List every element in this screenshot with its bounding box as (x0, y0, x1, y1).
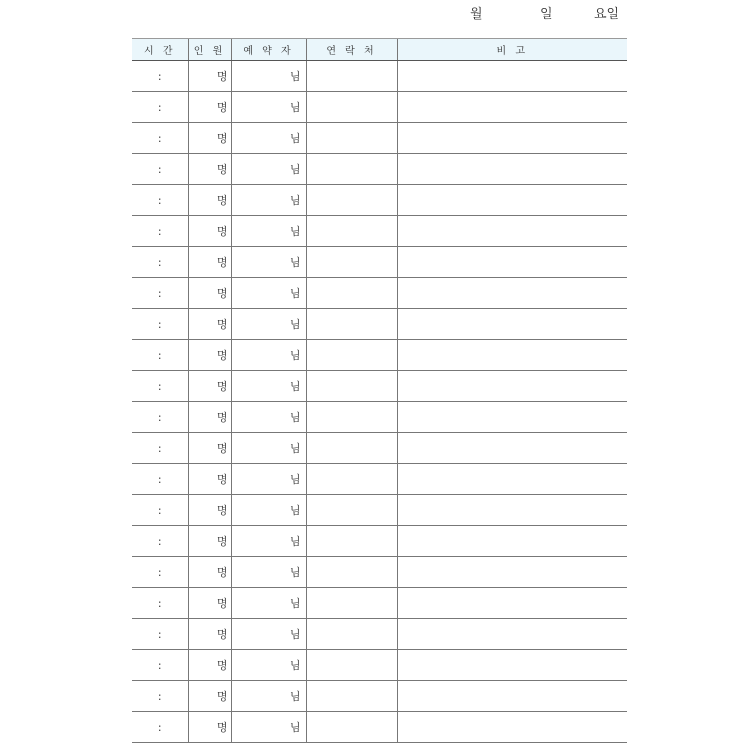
note-cell (397, 340, 627, 371)
contact-cell (306, 371, 397, 402)
time-cell: : (132, 464, 188, 495)
name-cell: 님 (231, 557, 306, 588)
contact-cell (306, 402, 397, 433)
time-cell: : (132, 154, 188, 185)
table-row (132, 278, 627, 309)
time-cell: : (132, 433, 188, 464)
people-cell: 명 (188, 278, 231, 309)
column-header-name: 예 약 자 (231, 39, 306, 61)
time-cell: : (132, 278, 188, 309)
time-cell: : (132, 619, 188, 650)
people-cell: 명 (188, 433, 231, 464)
table-row (132, 619, 627, 650)
name-cell: 님 (231, 185, 306, 216)
contact-cell (306, 588, 397, 619)
name-cell: 님 (231, 247, 306, 278)
name-cell: 님 (231, 92, 306, 123)
time-cell: : (132, 123, 188, 154)
time-cell: : (132, 309, 188, 340)
people-cell: 명 (188, 495, 231, 526)
contact-cell (306, 309, 397, 340)
table-row (132, 216, 627, 247)
note-cell (397, 433, 627, 464)
note-cell (397, 464, 627, 495)
contact-cell (306, 154, 397, 185)
note-cell (397, 712, 627, 743)
name-cell: 님 (231, 154, 306, 185)
people-cell: 명 (188, 681, 231, 712)
name-cell: 님 (231, 123, 306, 154)
note-cell (397, 185, 627, 216)
date-line (0, 5, 750, 25)
note-cell (397, 557, 627, 588)
people-cell: 명 (188, 247, 231, 278)
note-cell (397, 402, 627, 433)
name-cell: 님 (231, 433, 306, 464)
name-cell: 님 (231, 588, 306, 619)
table-row (132, 712, 627, 743)
contact-cell (306, 619, 397, 650)
time-cell: : (132, 712, 188, 743)
people-cell: 명 (188, 92, 231, 123)
note-cell (397, 61, 627, 92)
table-row (132, 557, 627, 588)
table-row (132, 402, 627, 433)
name-cell: 님 (231, 712, 306, 743)
note-cell (397, 278, 627, 309)
contact-cell (306, 61, 397, 92)
name-cell: 님 (231, 309, 306, 340)
time-cell: : (132, 92, 188, 123)
people-cell: 명 (188, 619, 231, 650)
reservation-table (132, 38, 627, 743)
name-cell: 님 (231, 464, 306, 495)
contact-cell (306, 340, 397, 371)
time-cell: : (132, 247, 188, 278)
table-row (132, 495, 627, 526)
contact-cell (306, 185, 397, 216)
table-row (132, 247, 627, 278)
people-cell: 명 (188, 61, 231, 92)
table-row (132, 588, 627, 619)
column-header-contact: 연 락 처 (306, 39, 397, 61)
note-cell (397, 92, 627, 123)
contact-cell (306, 464, 397, 495)
people-cell: 명 (188, 309, 231, 340)
contact-cell (306, 495, 397, 526)
month-label: 월 (470, 7, 483, 22)
contact-cell (306, 650, 397, 681)
note-cell (397, 526, 627, 557)
column-header-people: 인 원 (188, 39, 231, 61)
note-cell (397, 650, 627, 681)
people-cell: 명 (188, 588, 231, 619)
name-cell: 님 (231, 340, 306, 371)
note-cell (397, 619, 627, 650)
contact-cell (306, 247, 397, 278)
people-cell: 명 (188, 526, 231, 557)
people-cell: 명 (188, 650, 231, 681)
note-cell (397, 495, 627, 526)
contact-cell (306, 92, 397, 123)
contact-cell (306, 278, 397, 309)
people-cell: 명 (188, 557, 231, 588)
time-cell: : (132, 557, 188, 588)
people-cell: 명 (188, 464, 231, 495)
people-cell: 명 (188, 123, 231, 154)
note-cell (397, 309, 627, 340)
name-cell: 님 (231, 681, 306, 712)
name-cell: 님 (231, 371, 306, 402)
people-cell: 명 (188, 185, 231, 216)
time-cell: : (132, 371, 188, 402)
time-cell: : (132, 681, 188, 712)
day-label: 일 (540, 7, 553, 22)
time-cell: : (132, 61, 188, 92)
table-row (132, 371, 627, 402)
name-cell: 님 (231, 216, 306, 247)
note-cell (397, 247, 627, 278)
header-row (132, 39, 627, 61)
note-cell (397, 588, 627, 619)
column-header-note: 비 고 (397, 39, 627, 61)
table-row (132, 123, 627, 154)
people-cell: 명 (188, 216, 231, 247)
note-cell (397, 154, 627, 185)
time-cell: : (132, 402, 188, 433)
name-cell: 님 (231, 619, 306, 650)
table-row (132, 433, 627, 464)
people-cell: 명 (188, 712, 231, 743)
time-cell: : (132, 185, 188, 216)
contact-cell (306, 433, 397, 464)
contact-cell (306, 557, 397, 588)
contact-cell (306, 123, 397, 154)
time-cell: : (132, 340, 188, 371)
people-cell: 명 (188, 340, 231, 371)
time-cell: : (132, 588, 188, 619)
time-cell: : (132, 526, 188, 557)
table-row (132, 340, 627, 371)
name-cell: 님 (231, 495, 306, 526)
contact-cell (306, 712, 397, 743)
note-cell (397, 371, 627, 402)
people-cell: 명 (188, 154, 231, 185)
contact-cell (306, 681, 397, 712)
note-cell (397, 216, 627, 247)
name-cell: 님 (231, 402, 306, 433)
note-cell (397, 123, 627, 154)
time-cell: : (132, 650, 188, 681)
time-cell: : (132, 495, 188, 526)
name-cell: 님 (231, 278, 306, 309)
table-row (132, 464, 627, 495)
note-cell (397, 681, 627, 712)
table-row (132, 681, 627, 712)
table-row (132, 526, 627, 557)
name-cell: 님 (231, 650, 306, 681)
people-cell: 명 (188, 371, 231, 402)
table-row (132, 309, 627, 340)
table-row (132, 185, 627, 216)
name-cell: 님 (231, 526, 306, 557)
table-row (132, 92, 627, 123)
contact-cell (306, 216, 397, 247)
weekday-label: 요일 (594, 7, 620, 22)
column-header-time: 시 간 (132, 39, 188, 61)
time-cell: : (132, 216, 188, 247)
table-row (132, 650, 627, 681)
people-cell: 명 (188, 402, 231, 433)
table-row (132, 61, 627, 92)
name-cell: 님 (231, 61, 306, 92)
contact-cell (306, 526, 397, 557)
table-row (132, 154, 627, 185)
